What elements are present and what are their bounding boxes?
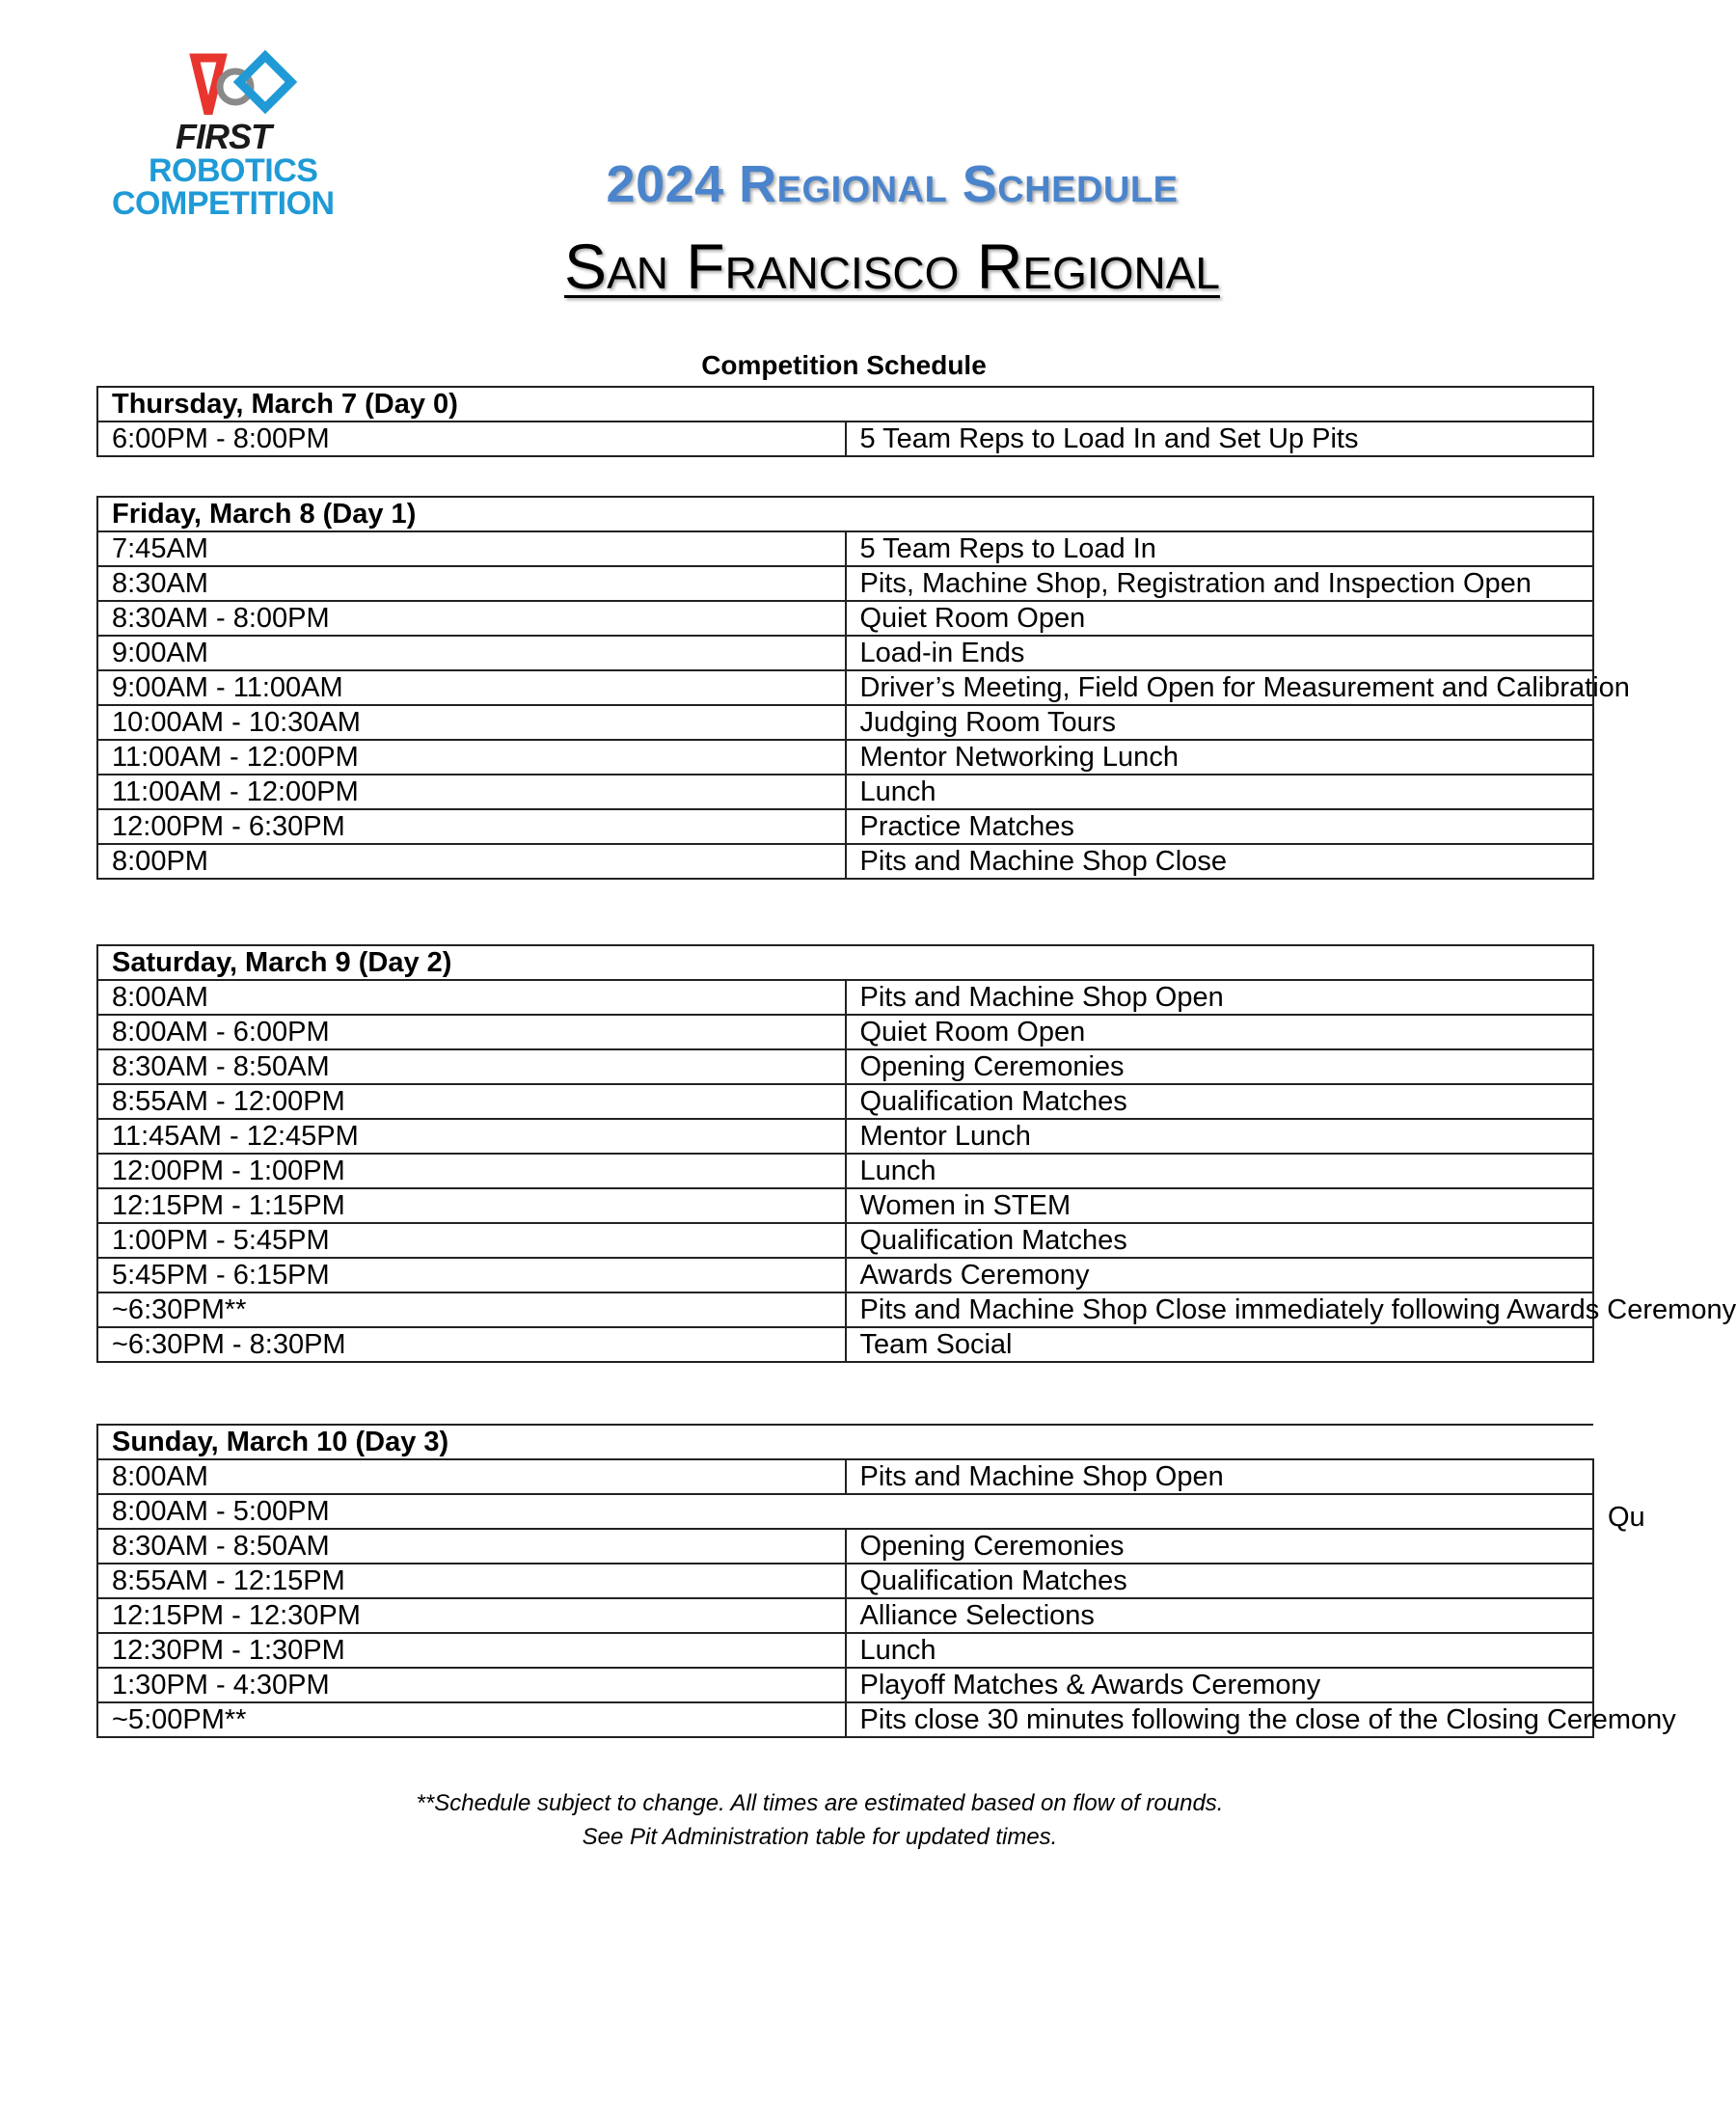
schedule-row <box>97 1292 1593 1327</box>
event-time: ~6:30PM** <box>97 1292 846 1327</box>
event-description: Pits close 30 minutes following the close of the Closing Ceremony <box>846 1702 1594 1737</box>
day-label: Thursday, March 7 (Day 0) <box>97 387 1593 422</box>
event-description: Qualification Matches <box>846 1564 1594 1598</box>
day-table-friday <box>96 496 1630 880</box>
event-description: Pits and Machine Shop Open <box>846 1459 1594 1494</box>
event-description: Women in STEM <box>846 1188 1594 1223</box>
event-description: Pits, Machine Shop, Registration and Inspection Open <box>846 566 1594 601</box>
event-description: Quiet Room Open <box>846 1015 1594 1049</box>
event-description: Practice Matches <box>846 809 1594 844</box>
event-description: 5 Team Reps to Load In and Set Up Pits <box>846 422 1594 456</box>
event-time: ~6:30PM - 8:30PM <box>97 1327 846 1362</box>
event-description: Playoff Matches & Awards Ceremony <box>846 1668 1594 1702</box>
footnote-line-1: **Schedule subject to change. All times are estimated based on flow of rounds. <box>416 1790 1224 1816</box>
schedule-row <box>97 1084 1593 1119</box>
day-header-row <box>97 1425 1593 1459</box>
schedule-row <box>97 566 1593 601</box>
event-description: Lunch <box>846 775 1594 809</box>
event-time: 11:00AM - 12:00PM <box>97 775 846 809</box>
page-title: 2024 Regional Schedule <box>606 155 1179 213</box>
event-time: 8:30AM <box>97 566 846 601</box>
logo-robotics-text: ROBOTICS <box>149 152 318 189</box>
schedule-heading: Competition Schedule <box>701 350 987 380</box>
schedule-row <box>97 422 1593 456</box>
footnote <box>0 1786 1640 1854</box>
schedule-row <box>97 636 1593 670</box>
day-label: Saturday, March 9 (Day 2) <box>97 945 1593 980</box>
event-time: 1:30PM - 4:30PM <box>97 1668 846 1702</box>
schedule-row <box>97 1188 1593 1223</box>
schedule-row <box>97 1015 1593 1049</box>
day-table-sunday <box>96 1424 1676 1738</box>
schedule-row <box>97 1327 1593 1362</box>
schedule-row <box>97 1529 1593 1564</box>
schedule-row <box>97 1494 1593 1529</box>
event-time: 11:00AM - 12:00PM <box>97 740 846 775</box>
first-logo-icon <box>179 54 295 123</box>
day-label: Friday, March 8 (Day 1) <box>97 497 1593 531</box>
schedule-row <box>97 1668 1593 1702</box>
event-time: 12:30PM - 1:30PM <box>97 1633 846 1668</box>
event-time: 9:00AM <box>97 636 846 670</box>
event-time: 12:15PM - 12:30PM <box>97 1598 846 1633</box>
schedule-row <box>97 705 1593 740</box>
schedule-row <box>97 1223 1593 1258</box>
day-header-row <box>97 945 1593 980</box>
day-table-thursday <box>96 386 1594 457</box>
logo-first-text: FIRST <box>176 117 271 156</box>
schedule-row <box>97 1049 1593 1084</box>
event-time: 8:55AM - 12:15PM <box>97 1564 846 1598</box>
event-time: 8:30AM - 8:00PM <box>97 601 846 636</box>
event-description: Quiet Room Open <box>846 601 1594 636</box>
event-description: Opening Ceremonies <box>846 1049 1594 1084</box>
event-time: 8:00AM - 6:00PM <box>97 1015 846 1049</box>
event-time: 10:00AM - 10:30AM <box>97 705 846 740</box>
event-time-text: 8:00AM - 5:00PM <box>112 1496 330 1527</box>
footnote-line-2: See Pit Administration table for updated times. <box>582 1824 1058 1850</box>
day-header-row <box>97 387 1593 422</box>
event-description: Qualification Matches <box>846 1223 1594 1258</box>
schedule-row <box>97 775 1593 809</box>
schedule-row <box>97 1459 1593 1494</box>
event-time: 8:00AM <box>97 1459 846 1494</box>
schedule-row <box>97 809 1593 844</box>
event-time: 5:45PM - 6:15PM <box>97 1258 846 1292</box>
event-description: Lunch <box>846 1154 1594 1188</box>
day-label: Sunday, March 10 (Day 3) <box>97 1425 1593 1459</box>
event-description: Team Social <box>846 1327 1594 1362</box>
event-description: Pits and Machine Shop Close immediately following Awards Ceremony <box>846 1292 1594 1327</box>
event-time: ~5:00PM** <box>97 1702 846 1737</box>
schedule-row <box>97 1702 1593 1737</box>
schedule-row <box>97 740 1593 775</box>
event-description: Qualification Matches <box>846 1084 1594 1119</box>
schedule-row <box>97 1119 1593 1154</box>
event-description: Awards Ceremony <box>846 1258 1594 1292</box>
schedule-row <box>97 670 1593 705</box>
event-time: 8:00AM <box>97 980 846 1015</box>
event-time: 8:55AM - 12:00PM <box>97 1084 846 1119</box>
schedule-row <box>97 531 1593 566</box>
event-description: Judging Room Tours <box>846 705 1594 740</box>
event-description: Load-in Ends <box>846 636 1594 670</box>
schedule-row <box>97 601 1593 636</box>
event-title: San Francisco Regional <box>564 231 1220 302</box>
event-description: Lunch <box>846 1633 1594 1668</box>
day-table-saturday <box>96 944 1736 1363</box>
event-description: 5 Team Reps to Load In <box>846 531 1594 566</box>
schedule-row <box>97 1633 1593 1668</box>
event-time: 7:45AM <box>97 531 846 566</box>
event-description: Pits and Machine Shop Close <box>846 844 1594 879</box>
overflow-text: Qu <box>1608 1502 1645 1533</box>
event-description: Opening Ceremonies <box>846 1529 1594 1564</box>
event-time: 12:15PM - 1:15PM <box>97 1188 846 1223</box>
schedule-row <box>97 1154 1593 1188</box>
event-description: Mentor Networking Lunch <box>846 740 1594 775</box>
event-description: Mentor Lunch <box>846 1119 1594 1154</box>
event-time: 8:30AM - 8:50AM <box>97 1049 846 1084</box>
event-time: 12:00PM - 6:30PM <box>97 809 846 844</box>
schedule-row <box>97 1258 1593 1292</box>
event-time: 9:00AM - 11:00AM <box>97 670 846 705</box>
schedule-row <box>97 1598 1593 1633</box>
event-time: 1:00PM - 5:45PM <box>97 1223 846 1258</box>
schedule-row <box>97 1564 1593 1598</box>
event-time: 12:00PM - 1:00PM <box>97 1154 846 1188</box>
event-time <box>97 1494 1593 1529</box>
event-time: 11:45AM - 12:45PM <box>97 1119 846 1154</box>
event-description: Alliance Selections <box>846 1598 1594 1633</box>
day-header-row <box>97 497 1593 531</box>
event-description: Pits and Machine Shop Open <box>846 980 1594 1015</box>
event-time: 8:00PM <box>97 844 846 879</box>
event-time: 8:30AM - 8:50AM <box>97 1529 846 1564</box>
logo-competition-text: COMPETITION <box>112 185 335 222</box>
schedule-row <box>97 844 1593 879</box>
schedule-row <box>97 980 1593 1015</box>
event-description: Driver’s Meeting, Field Open for Measurement and Calibration <box>846 670 1594 705</box>
event-time: 6:00PM - 8:00PM <box>97 422 846 456</box>
